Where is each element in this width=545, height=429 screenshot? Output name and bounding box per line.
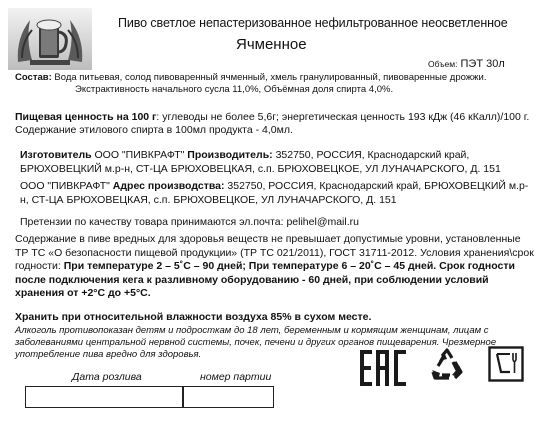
volume-value: ПЭТ 30л bbox=[460, 58, 505, 70]
manufacturer-block bbox=[20, 149, 535, 176]
batch-number-field[interactable] bbox=[183, 386, 274, 408]
shelf-life-text: При температуре 2 – 5˚С – 90 дней; При температуре 6 – 20˚С – 45 дней. Срок годности после подключения кега к разливному оборудованию - 60 дней, при соблюдении условий хранения от +2°С до +5°С. bbox=[15, 260, 515, 299]
composition bbox=[15, 72, 535, 96]
bottling-date-label: Дата розлива bbox=[72, 371, 142, 383]
bottling-date-field[interactable] bbox=[25, 386, 183, 408]
content-storage-info bbox=[15, 233, 535, 301]
nutrition-text: : углеводы не более 5,6г; энергетическая ценность 193 кДж (46 кКалл)/100 г. Содержание этилового спирта в 100мл продукта - 4,0мл. bbox=[15, 111, 530, 136]
recycle-icon bbox=[430, 348, 464, 382]
composition-text: Вода питьевая, солод пивоваренный ячменный, хмель гранулированный, пивоваренные дрожжи. bbox=[51, 72, 487, 83]
producer-label: Производитель: bbox=[187, 149, 273, 161]
composition-extract: Экстрактивность начального сусла 11,0%, Объёмная доля спирта 4,0%. bbox=[75, 84, 394, 95]
composition-label: Состав: bbox=[15, 72, 52, 83]
production-address: 352750, РОССИЯ, Краснодарский край, БРЮХОВЕЦКИЙ м.р-н, СТ-ЦА БРЮХОВЕЦКАЯ, с.п. БРЮХОВЕЦКОЕ, УЛ ЛУНАЧАРСКОГО, Д. 151 bbox=[20, 180, 529, 206]
batch-number-label: номер партии bbox=[200, 371, 272, 383]
volume-info bbox=[428, 58, 505, 70]
beer-logo-icon bbox=[8, 8, 92, 70]
product-name: Ячменное bbox=[236, 36, 307, 53]
company-name: ООО "ПИВКРАФТ" bbox=[20, 180, 113, 192]
food-safe-icon bbox=[488, 346, 524, 382]
production-address-block bbox=[20, 180, 535, 207]
content-text: Содержание в пиве вредных для здоровья веществ не превышает допустимые уровни, установленные ТР ТС «О безопасности пищевой продукции» (ТР ТС 021/2011), ГОСТ 31711-2012. Условия хранения\срок годности: bbox=[15, 233, 534, 272]
production-label: Адрес производства: bbox=[112, 180, 225, 192]
eac-mark-icon bbox=[360, 348, 406, 388]
nutrition-info bbox=[15, 111, 533, 137]
nutrition-label: Пищевая ценность на 100 г bbox=[15, 111, 157, 123]
product-title: Пиво светлое непастеризованное нефильтрованное неосветленное bbox=[118, 16, 508, 30]
volume-label: Объем: bbox=[428, 59, 458, 69]
maker-name: ООО "ПИВКРАФТ" bbox=[91, 149, 188, 161]
storage-humidity: Хранить при относительной влажности воздуха 85% в сухом месте. bbox=[15, 311, 372, 323]
health-warning: Алкоголь противопоказан детям и подросткам до 18 лет, беременным и кормящим женщинам, лицам с заболеваниями центральной нервной системы, почек, печени и других органов пищеварения. Чрезмерное употребление пива вредно для здоровья. bbox=[15, 325, 497, 360]
producer-address: 352750, РОССИЯ, Краснодарский край, БРЮХОВЕЦКИЙ м.р-н, СТ-ЦА БРЮХОВЕЦКАЯ, с.п. БРЮХОВЕЦКОЕ, УЛ ЛУНАЧАРСКОГО, Д. 151 bbox=[20, 149, 501, 175]
maker-label: Изготовитель bbox=[20, 149, 92, 161]
claims-contact: Претензии по качеству товара принимаются эл.почта: pelihel@mail.ru bbox=[20, 216, 359, 228]
